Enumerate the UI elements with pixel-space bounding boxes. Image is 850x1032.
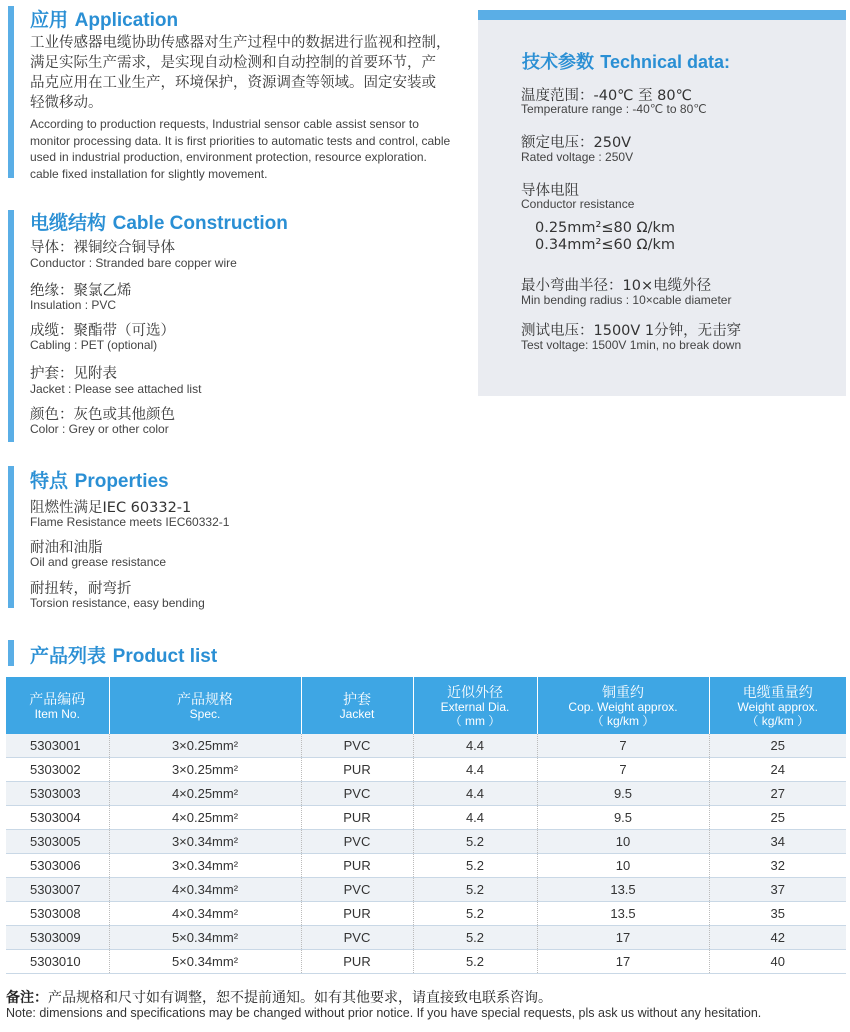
cell-external-dia: 5.2	[413, 902, 537, 926]
test-voltage-en: Test voltage: 1500V 1min, no break down	[521, 338, 742, 352]
cell-external-dia: 4.4	[413, 806, 537, 830]
cell-copper-weight: 17	[537, 926, 709, 950]
voltage-en: Rated voltage : 250V	[521, 150, 634, 164]
cell-item-no: 5303004	[6, 806, 109, 830]
table-row	[6, 830, 846, 854]
table-row	[6, 878, 846, 902]
header-cable-weight: 电缆重量约 Weight approx. （ kg/km ）	[709, 677, 846, 734]
cell-jacket: PVC	[301, 926, 413, 950]
properties-heading: 特点 Properties	[30, 470, 169, 492]
properties-accent-bar	[8, 466, 14, 608]
cell-external-dia: 5.2	[413, 854, 537, 878]
cell-spec: 4×0.25mm²	[109, 806, 301, 830]
temp-cn: 温度范围：-40℃ 至 80℃	[521, 88, 692, 104]
cell-copper-weight: 9.5	[537, 806, 709, 830]
cell-jacket: PUR	[301, 950, 413, 974]
cell-jacket: PVC	[301, 830, 413, 854]
cell-spec: 3×0.25mm²	[109, 734, 301, 758]
temp-en: Temperature range : -40℃ to 80℃	[521, 102, 707, 116]
conductor-cn: 导体：裸铜绞合铜导体	[30, 240, 175, 256]
cell-copper-weight: 7	[537, 758, 709, 782]
header-external-dia: 近似外径 External Dia. （ mm ）	[413, 677, 537, 734]
oil-cn: 耐油和油脂	[30, 540, 103, 556]
header-spec: 产品规格 Spec.	[109, 677, 301, 734]
cell-copper-weight: 13.5	[537, 902, 709, 926]
cell-spec: 4×0.34mm²	[109, 878, 301, 902]
jacket-cn: 护套：见附表	[30, 366, 117, 382]
application-text-cn: 工业传感器电缆协助传感器对生产过程中的数据进行监视和控制， 满足实际生产需求，是实现自动检测和自动控制的首要环节，产 品克应用在工业生产，环境保护，资源调查等领域。固定安装或 轻微移动。	[30, 35, 451, 111]
resistance-value-1: 0.25mm²≤80 Ω/km	[535, 220, 676, 236]
color-cn: 颜色：灰色或其他颜色	[30, 407, 175, 423]
test-voltage-cn: 测试电压：1500V 1分钟，无击穿	[521, 323, 742, 339]
note-cn: 备注：产品规格和尺寸如有调整，恕不提前通知。如有其他要求，请直接致电联系咨询。	[6, 990, 552, 1006]
cell-item-no: 5303002	[6, 758, 109, 782]
conductor-en: Conductor : Stranded bare copper wire	[30, 256, 237, 270]
cell-item-no: 5303001	[6, 734, 109, 758]
table-row	[6, 902, 846, 926]
cell-copper-weight: 10	[537, 830, 709, 854]
construction-accent-bar	[8, 210, 14, 442]
cell-item-no: 5303003	[6, 782, 109, 806]
bending-en: Min bending radius : 10×cable diameter	[521, 293, 732, 307]
insulation-cn: 绝缘：聚氯乙烯	[30, 283, 132, 299]
cell-copper-weight: 7	[537, 734, 709, 758]
cell-copper-weight: 9.5	[537, 782, 709, 806]
table-row	[6, 806, 846, 830]
note-en: Note: dimensions and specifications may be changed without prior notice. If you have special requests, pls ask us without any hesitation.	[6, 1006, 762, 1020]
construction-heading: 电缆结构 Cable Construction	[30, 212, 288, 234]
cell-jacket: PUR	[301, 854, 413, 878]
flame-cn: 阻燃性满足IEC 60332-1	[30, 500, 192, 516]
cell-cable-weight: 32	[709, 854, 846, 878]
table-row	[6, 782, 846, 806]
resistance-value-2: 0.34mm²≤60 Ω/km	[535, 237, 676, 253]
table-row	[6, 926, 846, 950]
cell-cable-weight: 24	[709, 758, 846, 782]
cell-external-dia: 4.4	[413, 734, 537, 758]
cell-spec: 3×0.25mm²	[109, 758, 301, 782]
cell-spec: 4×0.25mm²	[109, 782, 301, 806]
voltage-cn: 额定电压：250V	[521, 135, 632, 151]
product-list-accent-bar	[8, 640, 14, 666]
insulation-en: Insulation : PVC	[30, 298, 117, 312]
cell-external-dia: 4.4	[413, 758, 537, 782]
cell-cable-weight: 27	[709, 782, 846, 806]
cell-jacket: PVC	[301, 734, 413, 758]
table-header-row	[6, 677, 846, 734]
cell-jacket: PVC	[301, 878, 413, 902]
table-row	[6, 950, 846, 974]
header-jacket: 护套 Jacket	[301, 677, 413, 734]
cabling-cn: 成缆：聚酯带（可选）	[30, 323, 175, 339]
application-accent-bar	[8, 6, 14, 178]
cell-cable-weight: 25	[709, 806, 846, 830]
cell-item-no: 5303007	[6, 878, 109, 902]
cell-external-dia: 4.4	[413, 782, 537, 806]
cell-external-dia: 5.2	[413, 926, 537, 950]
cell-jacket: PVC	[301, 782, 413, 806]
product-table	[6, 677, 846, 974]
product-list-heading: 产品列表 Product list	[30, 645, 218, 667]
cabling-en: Cabling : PET (optional)	[30, 338, 158, 352]
torsion-en: Torsion resistance, easy bending	[30, 596, 205, 610]
flame-en: Flame Resistance meets IEC60332-1	[30, 515, 230, 529]
color-en: Color : Grey or other color	[30, 422, 169, 436]
resistance-cn: 导体电阻	[521, 183, 579, 199]
header-item-no: 产品编码 Item No.	[6, 677, 109, 734]
cell-spec: 3×0.34mm²	[109, 854, 301, 878]
cell-cable-weight: 40	[709, 950, 846, 974]
cell-cable-weight: 37	[709, 878, 846, 902]
table-row	[6, 758, 846, 782]
cell-jacket: PUR	[301, 806, 413, 830]
cell-external-dia: 5.2	[413, 830, 537, 854]
cell-cable-weight: 25	[709, 734, 846, 758]
jacket-en: Jacket : Please see attached list	[30, 382, 202, 396]
cell-jacket: PUR	[301, 902, 413, 926]
cell-cable-weight: 34	[709, 830, 846, 854]
cell-cable-weight: 42	[709, 926, 846, 950]
bending-cn: 最小弯曲半径：10×电缆外径	[521, 278, 712, 294]
torsion-cn: 耐扭转，耐弯折	[30, 581, 132, 597]
cell-copper-weight: 17	[537, 950, 709, 974]
cell-spec: 5×0.34mm²	[109, 950, 301, 974]
cell-spec: 3×0.34mm²	[109, 830, 301, 854]
cell-item-no: 5303010	[6, 950, 109, 974]
resistance-en: Conductor resistance	[521, 197, 635, 211]
application-heading: 应用 Application	[30, 9, 179, 31]
cell-item-no: 5303008	[6, 902, 109, 926]
cell-spec: 4×0.34mm²	[109, 902, 301, 926]
cell-copper-weight: 13.5	[537, 878, 709, 902]
cell-item-no: 5303006	[6, 854, 109, 878]
cell-external-dia: 5.2	[413, 950, 537, 974]
cell-copper-weight: 10	[537, 854, 709, 878]
oil-en: Oil and grease resistance	[30, 555, 167, 569]
cell-cable-weight: 35	[709, 902, 846, 926]
cell-jacket: PUR	[301, 758, 413, 782]
cell-item-no: 5303005	[6, 830, 109, 854]
table-row	[6, 734, 846, 758]
cell-external-dia: 5.2	[413, 878, 537, 902]
application-text-en: According to production requests, Industrial sensor cable assist sensor to monitor processing data. It is first priorities to automatic tests and control, cable used in industrial production, environment protection, resource exploration. cable fixed installation for slightly movement.	[30, 117, 451, 181]
header-copper-weight: 铜重约 Cop. Weight approx. （ kg/km ）	[537, 677, 709, 734]
cell-item-no: 5303009	[6, 926, 109, 950]
table-row	[6, 854, 846, 878]
cell-spec: 5×0.34mm²	[109, 926, 301, 950]
technical-heading: 技术参数 Technical data:	[522, 52, 730, 73]
